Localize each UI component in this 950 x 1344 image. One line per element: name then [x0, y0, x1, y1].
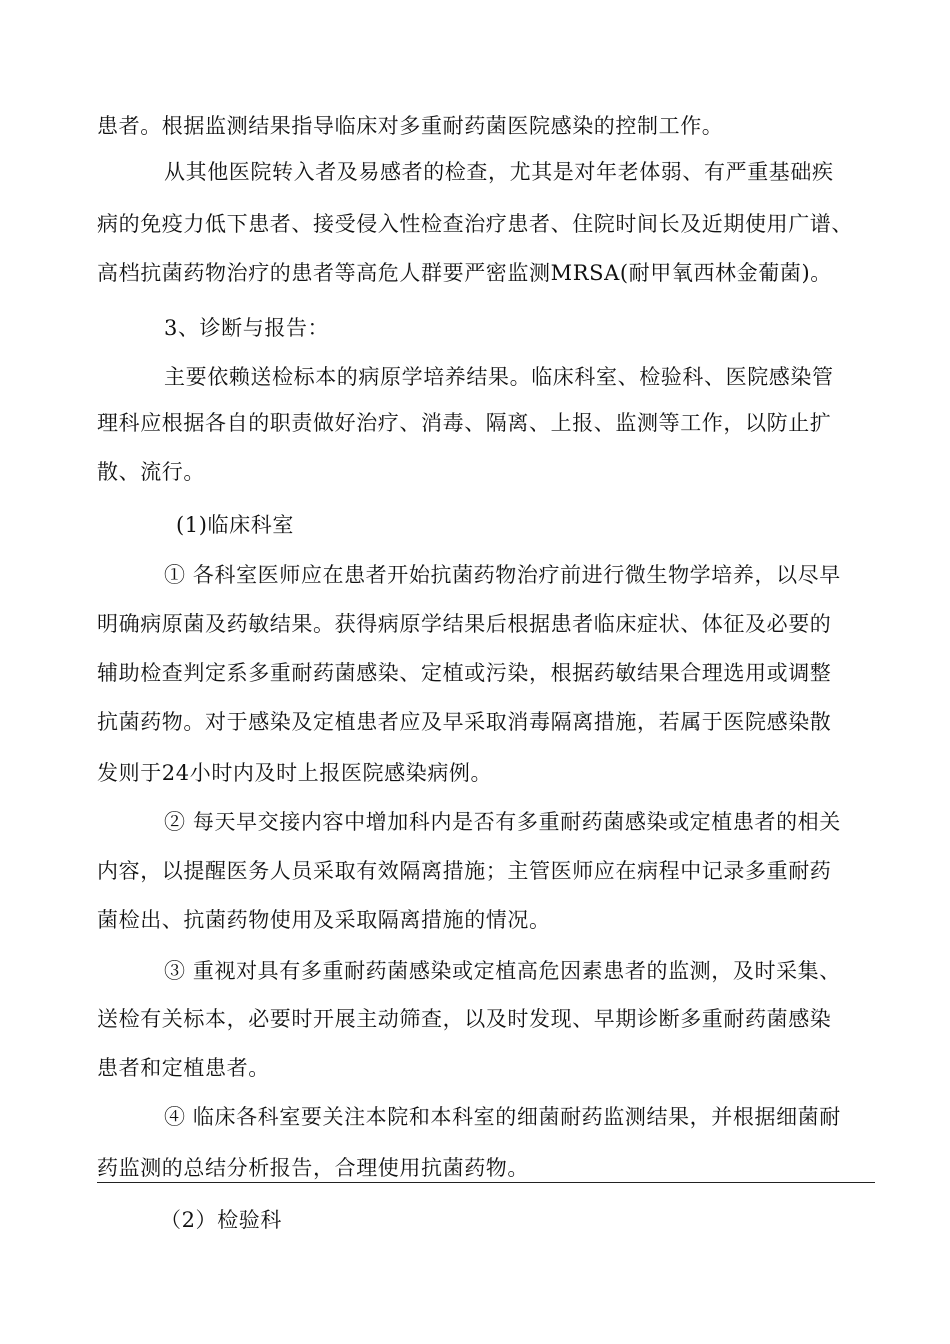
text-line: ④ 临床各科室要关注本院和本科室的细菌耐药监测结果，并根据细菌耐	[164, 1105, 841, 1129]
text-line: 菌检出、抗菌药物使用及采取隔离措施的情况。	[97, 908, 551, 932]
text-line: 明确病原菌及药敏结果。获得病原学结果后根据患者临床症状、体征及必要的	[97, 612, 832, 636]
text-line: ① 各科室医师应在患者开始抗菌药物治疗前进行微生物学培养，以尽早	[164, 563, 841, 587]
text-line: 送检有关标本，必要时开展主动筛查，以及时发现、早期诊断多重耐药菌感染	[97, 1007, 832, 1031]
text-line: ② 每天早交接内容中增加科内是否有多重耐药菌感染或定植患者的相关	[164, 810, 841, 834]
text-line: 患者和定植患者。	[97, 1056, 270, 1080]
text-line: 从其他医院转入者及易感者的检查，尤其是对年老体弱、有严重基础疾	[164, 160, 834, 184]
horizontal-rule	[97, 1182, 875, 1183]
text-line: 主要依赖送检标本的病原学培养结果。临床科室、检验科、医院感染管	[164, 365, 834, 389]
section-heading: 3、诊断与报告：	[164, 316, 330, 340]
text-line: ③ 重视对具有多重耐药菌感染或定植高危因素患者的监测，及时采集、	[164, 959, 841, 983]
text-line: 药监测的总结分析报告，合理使用抗菌药物。	[97, 1156, 529, 1180]
text-line: 辅助检查判定系多重耐药菌感染、定植或污染，根据药敏结果合理选用或调整	[97, 661, 832, 685]
text-line: 抗菌药物。对于感染及定植患者应及早采取消毒隔离措施，若属于医院感染散	[97, 710, 832, 734]
text-line: 理科应根据各自的职责做好治疗、消毒、隔离、上报、监测等工作，以防止扩	[97, 411, 832, 435]
text-line: 患者。根据监测结果指导临床对多重耐药菌医院感染的控制工作。	[97, 114, 724, 138]
subsection-heading: （2）检验科	[160, 1208, 282, 1232]
text-line: 发则于24小时内及时上报医院感染病例。	[97, 761, 493, 785]
text-line: 高档抗菌药物治疗的患者等高危人群要严密监测MRSA(耐甲氧西林金葡菌)。	[97, 261, 832, 285]
text-line: 散、流行。	[97, 460, 205, 484]
text-line: 内容，以提醒医务人员采取有效隔离措施；主管医师应在病程中记录多重耐药	[97, 859, 832, 883]
subsection-heading: (1)临床科室	[176, 513, 294, 537]
text-line: 病的免疫力低下患者、接受侵入性检查治疗患者、住院时间长及近期使用广谱、	[97, 212, 853, 236]
